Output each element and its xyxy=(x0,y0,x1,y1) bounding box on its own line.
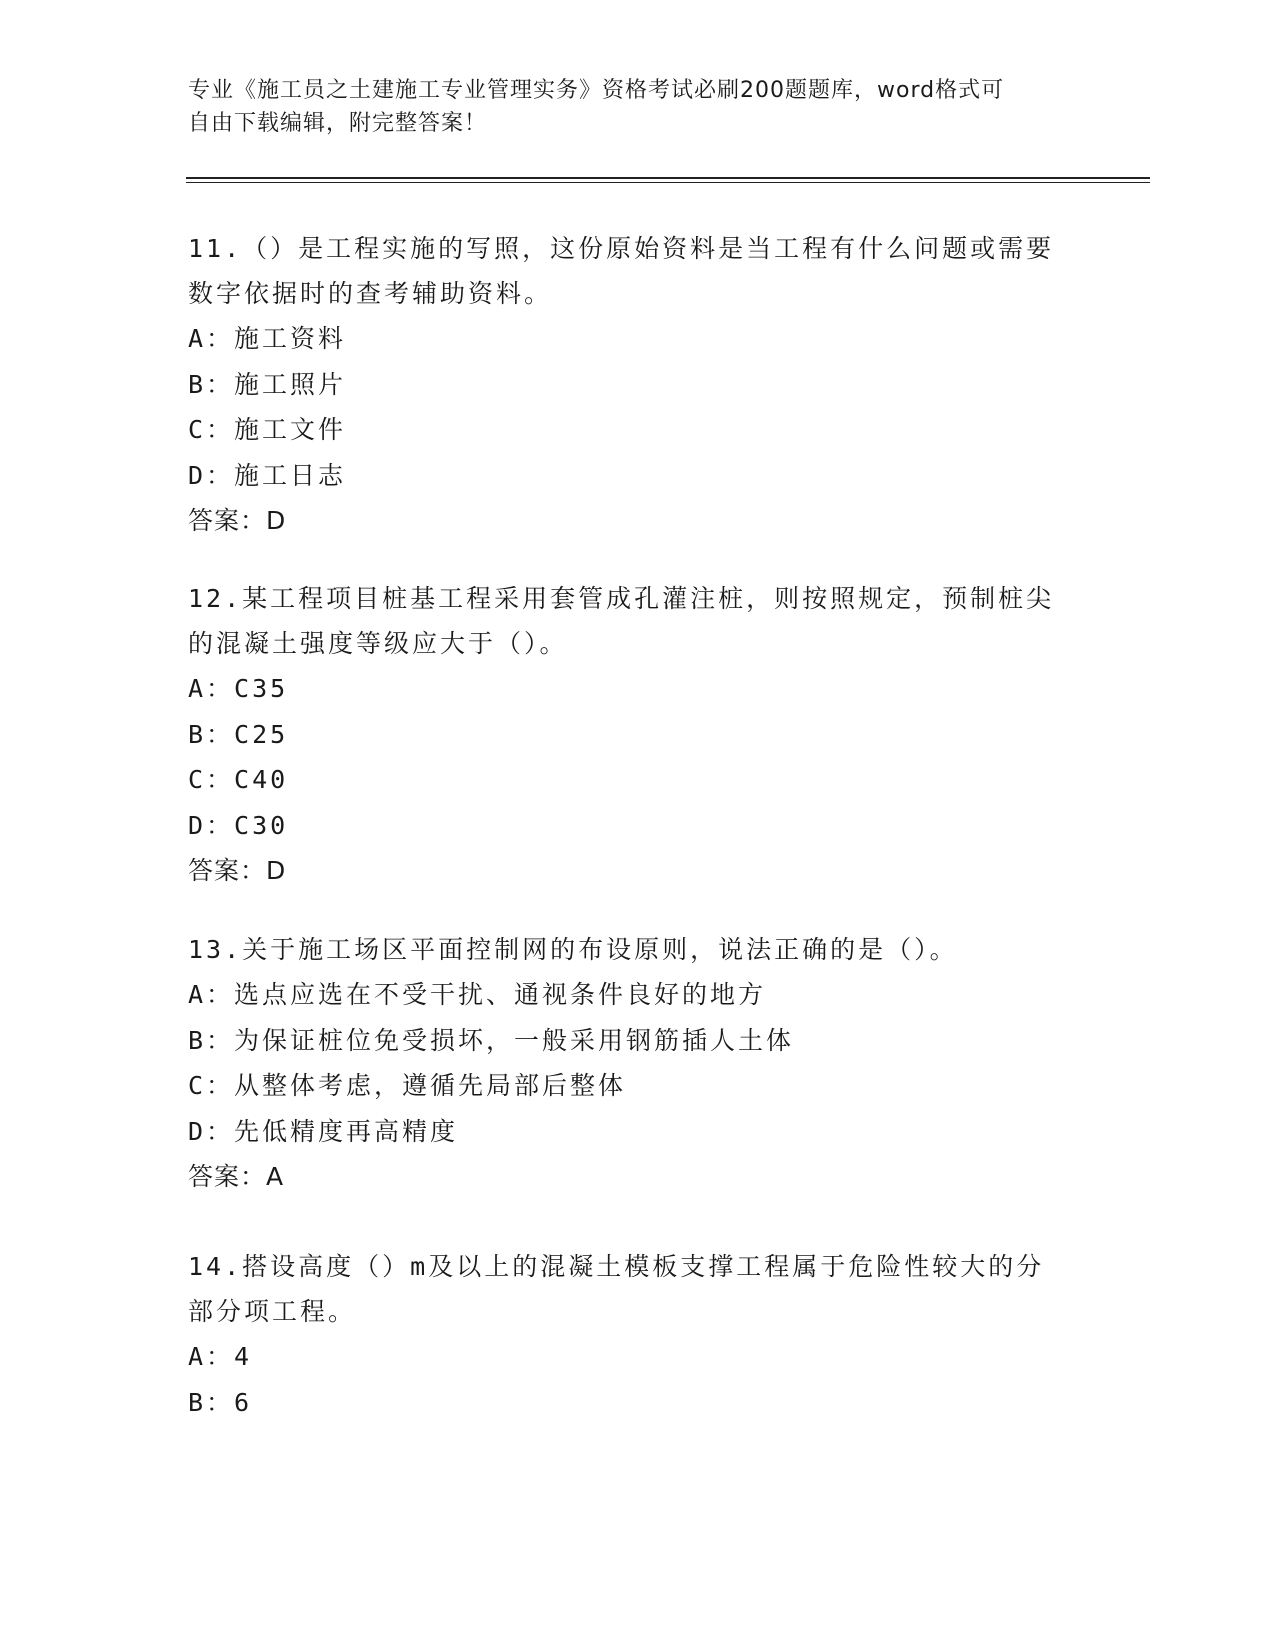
question-14 xyxy=(188,1244,1088,1425)
option-d: D：先低精度再高精度 xyxy=(188,1116,459,1146)
document-header xyxy=(188,74,1088,140)
question-stem-line: 13.关于施工场区平面控制网的布设原则，说法正确的是（）。 xyxy=(188,935,958,964)
question-12 xyxy=(188,576,1088,893)
question-stem-line: 11.（）是工程实施的写照，这份原始资料是当工程有什么问题或需要 xyxy=(188,234,1055,263)
option-b: B：6 xyxy=(188,1387,253,1417)
option-b: B：C25 xyxy=(188,719,289,749)
header-divider-thick xyxy=(186,177,1150,179)
question-stem-line: 12.某工程项目桩基工程采用套管成孔灌注桩，则按照规定，预制桩尖 xyxy=(188,584,1055,613)
option-c: C：施工文件 xyxy=(188,415,347,444)
header-line-1: 专业《施工员之土建施工专业管理实务》资格考试必刷200题题库，word格式可 xyxy=(188,78,1005,103)
option-b: B：为保证桩位免受损坏，一般采用钢筋插人土体 xyxy=(188,1025,795,1055)
question-11 xyxy=(188,226,1088,543)
option-a: A：选点应选在不受干扰、通视条件良好的地方 xyxy=(188,980,767,1009)
question-stem-line: 的混凝土强度等级应大于（）。 xyxy=(188,629,568,658)
option-c: C：从整体考虑，遵循先局部后整体 xyxy=(188,1071,627,1100)
question-13 xyxy=(188,927,1088,1199)
option-c: C：C40 xyxy=(188,765,289,794)
option-d: D：C30 xyxy=(188,810,289,840)
option-a: A：C35 xyxy=(188,674,289,703)
answer-label: 答案：D xyxy=(188,506,287,535)
answer-label: 答案：A xyxy=(188,1162,285,1191)
question-stem-line: 14.搭设高度（）m及以上的混凝土模板支撑工程属于危险性较大的分 xyxy=(188,1252,1045,1281)
option-a: A：4 xyxy=(188,1342,253,1371)
option-a: A：施工资料 xyxy=(188,324,347,353)
header-divider-thin xyxy=(186,182,1150,183)
answer-label: 答案：D xyxy=(188,856,287,885)
question-stem-line: 部分项工程。 xyxy=(188,1297,357,1326)
option-d: D：施工日志 xyxy=(188,460,347,490)
question-stem-line: 数字依据时的查考辅助资料。 xyxy=(188,279,553,308)
header-line-2: 自由下载编辑，附完整答案！ xyxy=(188,111,488,136)
option-b: B：施工照片 xyxy=(188,369,347,399)
